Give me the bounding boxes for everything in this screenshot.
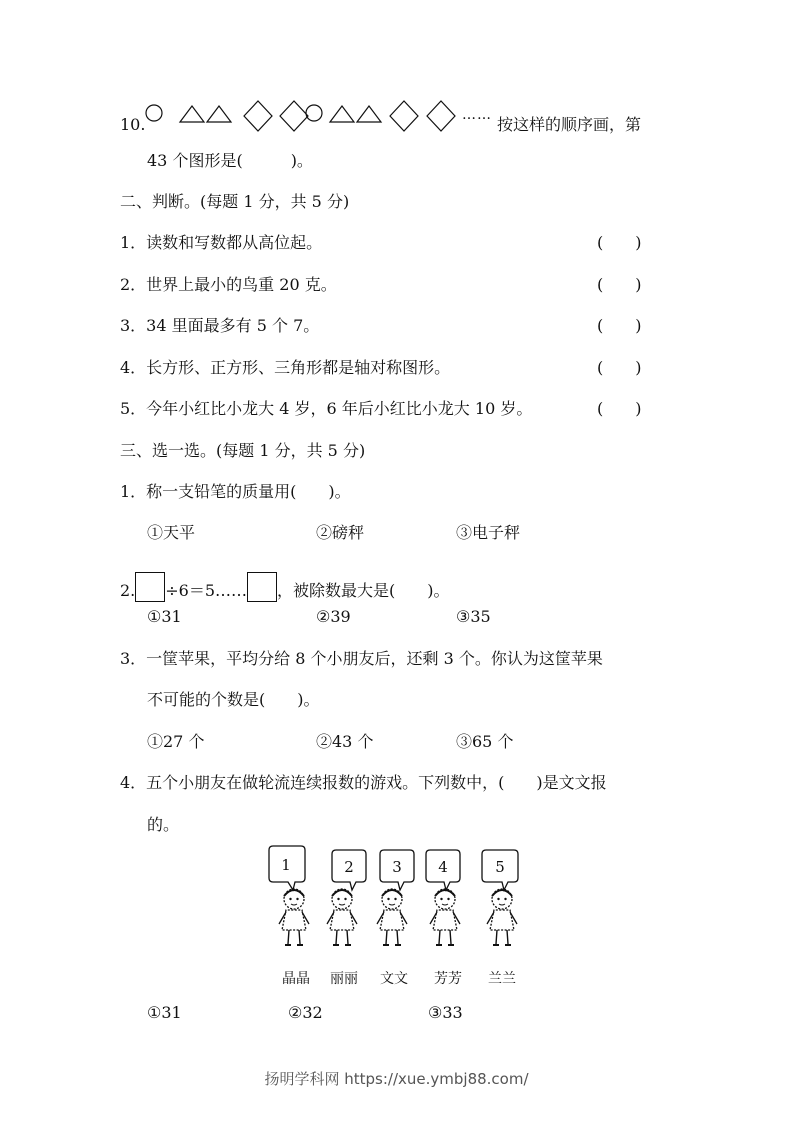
q10-number: 10. xyxy=(120,115,146,134)
kid-name: 晶晶 xyxy=(282,971,310,987)
kid-name: 兰兰 xyxy=(488,971,516,987)
option-a[interactable]: ①27 个 xyxy=(147,732,205,751)
ellipsis: …… xyxy=(462,107,492,123)
kid-number: 3 xyxy=(392,858,402,876)
option-b[interactable]: ②39 xyxy=(316,607,351,626)
kid-number: 4 xyxy=(438,858,448,876)
kid-figure xyxy=(377,889,407,945)
choice-q3-line2: 不可能的个数是( )。 xyxy=(147,690,320,709)
option-c[interactable]: ③33 xyxy=(428,1003,463,1022)
option-a[interactable]: ①天平 xyxy=(147,523,196,542)
diamond-shape xyxy=(427,101,455,131)
option-b[interactable]: ②磅秤 xyxy=(316,523,365,542)
option-a[interactable]: ①31 xyxy=(147,1003,182,1022)
kid-name: 芳芳 xyxy=(434,971,462,987)
triangle-shape xyxy=(180,106,204,122)
kid-number: 2 xyxy=(344,858,354,876)
triangle-shape xyxy=(330,106,354,122)
speech-bubble xyxy=(332,850,366,890)
kid-number: 1 xyxy=(281,856,291,874)
triangle-shape xyxy=(207,106,231,122)
q10-line2: 43 个图形是( )。 xyxy=(147,151,313,170)
judge-item-1: 1．读数和写数都从高位起。 xyxy=(120,233,323,252)
triangle-shape xyxy=(357,106,381,122)
q2-mid: ÷6＝5…… xyxy=(165,581,248,600)
kid-name: 丽丽 xyxy=(330,971,358,987)
choice-q1: 1．称一支铅笔的质量用( )。 xyxy=(120,482,351,501)
answer-paren[interactable]: ( ) xyxy=(597,316,642,335)
kid-figure xyxy=(487,889,517,945)
choice-q3-line1: 3．一筐苹果，平均分给 8 个小朋友后，还剩 3 个。你认为这筐苹果 xyxy=(120,649,603,668)
speech-bubble xyxy=(380,850,414,890)
answer-paren[interactable]: ( ) xyxy=(597,399,642,418)
option-b[interactable]: ②43 个 xyxy=(316,732,374,751)
judge-item-5: 5．今年小红比小龙大 4 岁，6 年后小红比小龙大 10 岁。 xyxy=(120,399,533,418)
judge-item-2: 2．世界上最小的鸟重 20 克。 xyxy=(120,275,337,294)
kid-figure xyxy=(430,889,460,945)
choice-q4-line1: 4．五个小朋友在做轮流连续报数的游戏。下列数中，( )是文文报 xyxy=(120,773,607,792)
diamond-shape xyxy=(390,101,418,131)
kid-figure xyxy=(327,889,357,945)
option-b[interactable]: ②32 xyxy=(288,1003,323,1022)
answer-paren[interactable]: ( ) xyxy=(597,233,642,252)
section2-title: 二、判断。(每题 1 分，共 5 分) xyxy=(120,192,350,211)
q2-tail: ，被除数最大是( )。 xyxy=(277,581,450,600)
kid-number: 5 xyxy=(495,858,505,876)
blank-box[interactable] xyxy=(247,572,277,602)
diamond-shape xyxy=(280,101,308,131)
speech-bubble xyxy=(269,846,305,890)
diamond-shape xyxy=(244,101,272,131)
circle-shape xyxy=(146,105,162,121)
judge-item-3: 3．34 里面最多有 5 个 7。 xyxy=(120,316,320,335)
speech-bubble xyxy=(426,850,460,890)
kid-figure xyxy=(279,889,309,945)
section3-title: 三、选一选。(每题 1 分，共 5 分) xyxy=(120,441,366,460)
choice-q4-line2: 的。 xyxy=(147,815,180,834)
shape-sequence xyxy=(142,98,494,134)
answer-paren[interactable]: ( ) xyxy=(597,275,642,294)
blank-box[interactable] xyxy=(135,572,165,602)
q2-number: 2. xyxy=(120,581,136,600)
circle-shape xyxy=(306,105,322,121)
option-c[interactable]: ③35 xyxy=(456,607,491,626)
footer-watermark: 扬明学科网 https://xue.ymbj88.com/ xyxy=(264,1070,529,1088)
kid-name: 文文 xyxy=(380,971,408,987)
speech-bubble xyxy=(482,850,518,890)
answer-paren[interactable]: ( ) xyxy=(597,358,642,377)
option-c[interactable]: ③65 个 xyxy=(456,732,514,751)
option-a[interactable]: ①31 xyxy=(147,607,182,626)
judge-item-4: 4．长方形、正方形、三角形都是轴对称图形。 xyxy=(120,358,451,377)
q10-text-tail: 按这样的顺序画，第 xyxy=(497,115,642,134)
kids-illustration xyxy=(262,844,532,990)
option-c[interactable]: ③电子秤 xyxy=(456,523,521,542)
choice-q2 xyxy=(120,572,450,602)
